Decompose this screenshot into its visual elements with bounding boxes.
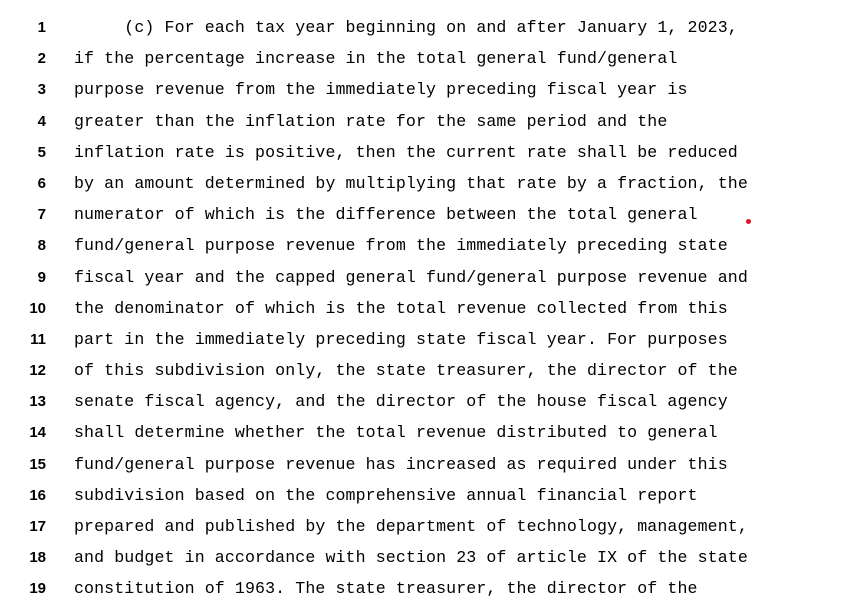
line-number: 12: [29, 362, 46, 380]
line-text: shall determine whether the total revenue distributed to general: [74, 423, 718, 443]
line-number: 14: [29, 424, 46, 442]
line-number: 3: [37, 81, 46, 99]
text-line: [0, 386, 843, 417]
text-line: [0, 230, 843, 261]
text-line: [0, 168, 843, 199]
line-text: subdivision based on the comprehensive annual financial report: [74, 485, 698, 505]
line-text: inflation rate is positive, then the current rate shall be reduced: [74, 142, 738, 162]
text-line: [0, 324, 843, 355]
line-number: 13: [29, 393, 46, 411]
document-body: [0, 12, 843, 605]
line-text: prepared and published by the department of technology, management,: [74, 517, 748, 536]
line-number: 1: [37, 19, 46, 36]
text-line: [0, 511, 843, 542]
line-number: 6: [37, 174, 46, 192]
line-number: 16: [29, 486, 46, 504]
line-text: purpose revenue from the immediately preceding fiscal year is: [74, 80, 688, 100]
line-text: the denominator of which is the total revenue collected from this: [74, 298, 728, 318]
text-line: [0, 449, 843, 480]
line-number: 8: [37, 237, 46, 255]
line-text: part in the immediately preceding state fiscal year. For purposes: [74, 329, 728, 349]
text-line: [0, 262, 843, 293]
text-line: [0, 293, 843, 324]
line-text: senate fiscal agency, and the director of the house fiscal agency: [74, 392, 728, 412]
line-text: of this subdivision only, the state treasurer, the director of the: [74, 361, 738, 381]
text-line: [0, 106, 843, 137]
line-text: fund/general purpose revenue from the immediately preceding state: [74, 236, 728, 256]
line-text: fund/general purpose revenue has increased as required under this: [74, 454, 728, 474]
text-line: [0, 417, 843, 448]
line-text: (c) For each tax year beginning on and after January 1, 2023,: [74, 18, 738, 37]
line-text: if the percentage increase in the total general fund/general: [74, 49, 678, 69]
line-text: constitution of 1963. The state treasurer, the director of the: [74, 579, 698, 599]
text-line: [0, 355, 843, 386]
line-number: 18: [29, 549, 46, 567]
line-number: 11: [30, 330, 46, 348]
line-text: greater than the inflation rate for the same period and the: [74, 111, 668, 131]
line-number: 5: [37, 143, 46, 161]
cursor-marker-icon: [746, 219, 751, 224]
line-number: 10: [29, 299, 46, 317]
line-number: 15: [29, 455, 46, 473]
line-text: numerator of which is the difference between the total general: [74, 205, 698, 225]
line-number: 17: [29, 518, 46, 535]
line-number: 7: [37, 206, 46, 224]
line-number: 2: [37, 50, 46, 68]
text-line: [0, 12, 843, 43]
line-number: 4: [37, 112, 46, 130]
line-text: fiscal year and the capped general fund/general purpose revenue and: [74, 267, 748, 287]
text-line: [0, 480, 843, 511]
line-text: and budget in accordance with section 23 of article IX of the state: [74, 548, 748, 568]
line-number: 19: [29, 580, 46, 598]
text-line: [0, 43, 843, 74]
text-line: [0, 199, 843, 230]
line-number: 9: [37, 268, 46, 286]
text-line: [0, 137, 843, 168]
line-text: by an amount determined by multiplying that rate by a fraction, the: [74, 173, 748, 193]
text-line: [0, 542, 843, 573]
text-line: [0, 74, 843, 105]
text-line: [0, 573, 843, 604]
